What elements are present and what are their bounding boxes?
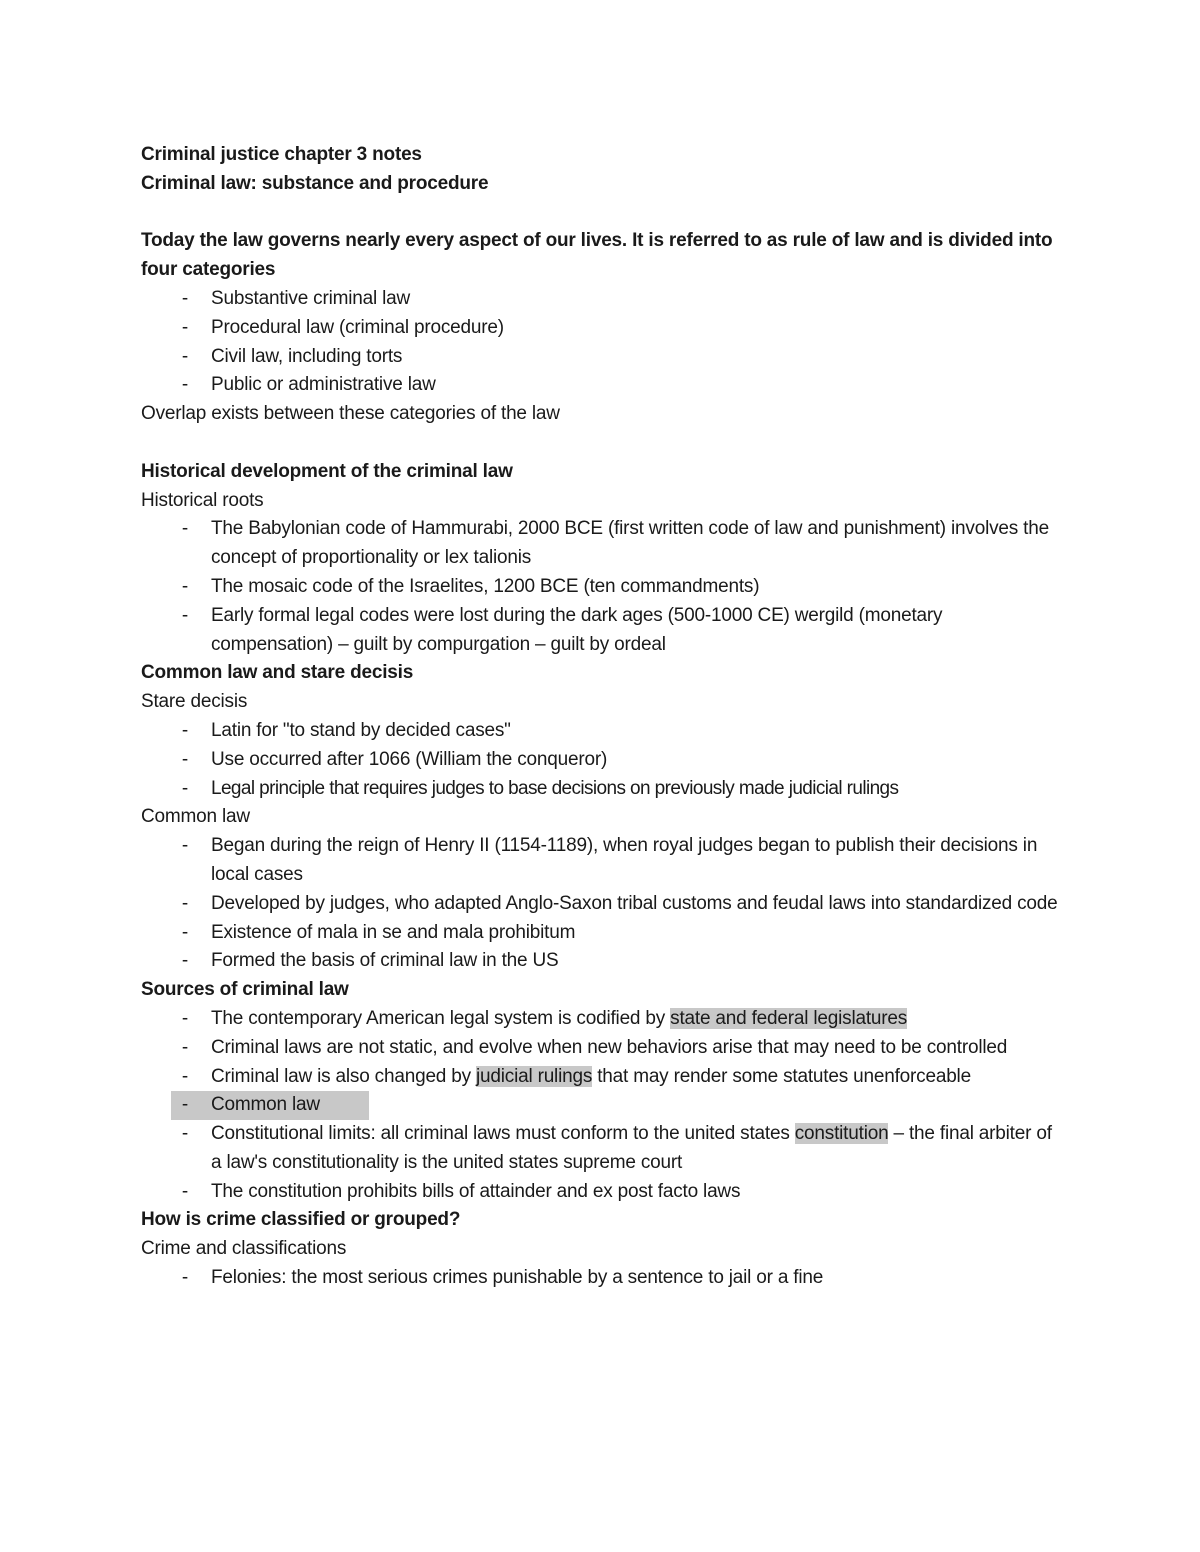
list-item: - Criminal law is also changed by judicial rulings that may render some statutes unenforceable bbox=[141, 1063, 1061, 1092]
list-item: - Public or administrative law bbox=[141, 371, 1061, 400]
blank-line bbox=[141, 199, 1061, 228]
document-body bbox=[141, 141, 1061, 1293]
bullet-dash: - bbox=[181, 1180, 189, 1202]
list-item: - Civil law, including torts bbox=[141, 343, 1061, 372]
section-heading-classification: How is crime classified or grouped? bbox=[141, 1209, 461, 1231]
bullet-dash: - bbox=[181, 1267, 189, 1289]
subheading-historical-roots: Historical roots bbox=[141, 489, 264, 511]
section-heading-sources: Sources of criminal law bbox=[141, 979, 349, 1001]
sources-list bbox=[141, 1005, 1061, 1207]
bullet-dash: - bbox=[181, 1094, 189, 1116]
classification-list bbox=[141, 1264, 1061, 1293]
list-item: - Criminal laws are not static, and evolve when new behaviors arise that may need to be controlled bbox=[141, 1034, 1061, 1063]
blank-line bbox=[141, 429, 1061, 458]
list-item: - The constitution prohibits bills of attainder and ex post facto laws bbox=[141, 1178, 1061, 1207]
subheading-crime-classifications: Crime and classifications bbox=[141, 1238, 347, 1260]
list-item: - Existence of mala in se and mala prohibitum bbox=[141, 919, 1061, 948]
list-item: - Constitutional limits: all criminal laws must conform to the united states constitution – the final arbiter of a law's constitutionality is the united states supreme court bbox=[141, 1120, 1061, 1178]
list-item: - Legal principle that requires judges to base decisions on previously made judicial rulings bbox=[141, 775, 1061, 804]
list-item: - Latin for "to stand by decided cases" bbox=[141, 717, 1061, 746]
bullet-dash: - bbox=[181, 921, 189, 943]
list-item: - The Babylonian code of Hammurabi, 2000 BCE (first written code of law and punishment) involves the concept of proportionality or lex talionis bbox=[141, 515, 1061, 573]
bullet-dash: - bbox=[181, 748, 189, 770]
list-item: - Formed the basis of criminal law in the US bbox=[141, 947, 1061, 976]
common-law-list bbox=[141, 832, 1061, 976]
bullet-dash: - bbox=[181, 1007, 189, 1029]
document-title: Criminal justice chapter 3 notes bbox=[141, 144, 422, 165]
stare-decisis-list bbox=[141, 717, 1061, 803]
bullet-dash: - bbox=[181, 604, 189, 626]
subheading-common-law: Common law bbox=[141, 806, 250, 828]
list-item: - The contemporary American legal system is codified by state and federal legislatures bbox=[141, 1005, 1061, 1034]
list-item: - Procedural law (criminal procedure) bbox=[141, 314, 1061, 343]
bullet-dash: - bbox=[181, 287, 189, 309]
overlap-note: Overlap exists between these categories of the law bbox=[141, 403, 560, 425]
bullet-dash: - bbox=[181, 575, 189, 597]
highlighted-text: judicial rulings bbox=[476, 1065, 593, 1087]
bullet-dash: - bbox=[181, 1123, 189, 1145]
law-categories-list bbox=[141, 285, 1061, 400]
bullet-dash: - bbox=[181, 518, 189, 540]
bullet-dash: - bbox=[181, 719, 189, 741]
subheading-stare-decisis: Stare decisis bbox=[141, 691, 248, 713]
list-item: - Early formal legal codes were lost during the dark ages (500-1000 CE) wergild (monetary compensation) – guilt by compurgation – guilt by ordeal bbox=[141, 602, 1061, 660]
bullet-dash: - bbox=[181, 345, 189, 367]
highlighted-text: constitution bbox=[794, 1123, 889, 1145]
list-item: - Use occurred after 1066 (William the conqueror) bbox=[141, 746, 1061, 775]
bullet-dash: - bbox=[181, 835, 189, 857]
section-heading-history: Historical development of the criminal law bbox=[141, 460, 513, 482]
section-heading-common-law: Common law and stare decisis bbox=[141, 662, 414, 684]
bullet-dash: - bbox=[181, 374, 189, 396]
list-item: - Felonies: the most serious crimes punishable by a sentence to jail or a fine bbox=[141, 1264, 1061, 1293]
list-item: - Substantive criminal law bbox=[141, 285, 1061, 314]
list-item: - Began during the reign of Henry II (1154-1189), when royal judges began to publish their decisions in local cases bbox=[141, 832, 1061, 890]
bullet-dash: - bbox=[181, 1036, 189, 1058]
document-subtitle: Criminal law: substance and procedure bbox=[141, 172, 489, 194]
list-item: - The mosaic code of the Israelites, 1200 BCE (ten commandments) bbox=[141, 573, 1061, 602]
bullet-dash: - bbox=[181, 316, 189, 338]
bullet-dash: - bbox=[181, 950, 189, 972]
list-item-highlighted bbox=[141, 1091, 1061, 1120]
bullet-dash: - bbox=[181, 777, 189, 799]
bullet-dash: - bbox=[181, 1065, 189, 1087]
bullet-dash: - bbox=[181, 892, 189, 914]
historical-roots-list bbox=[141, 515, 1061, 659]
highlighted-text: Common law bbox=[211, 1094, 320, 1116]
highlighted-text: state and federal legislatures bbox=[670, 1007, 908, 1029]
intro-paragraph: Today the law governs nearly every aspect of our lives. It is referred to as rule of law and is divided into four categories bbox=[141, 230, 1053, 281]
list-item: - Developed by judges, who adapted Anglo-Saxon tribal customs and feudal laws into standardized code bbox=[141, 890, 1061, 919]
